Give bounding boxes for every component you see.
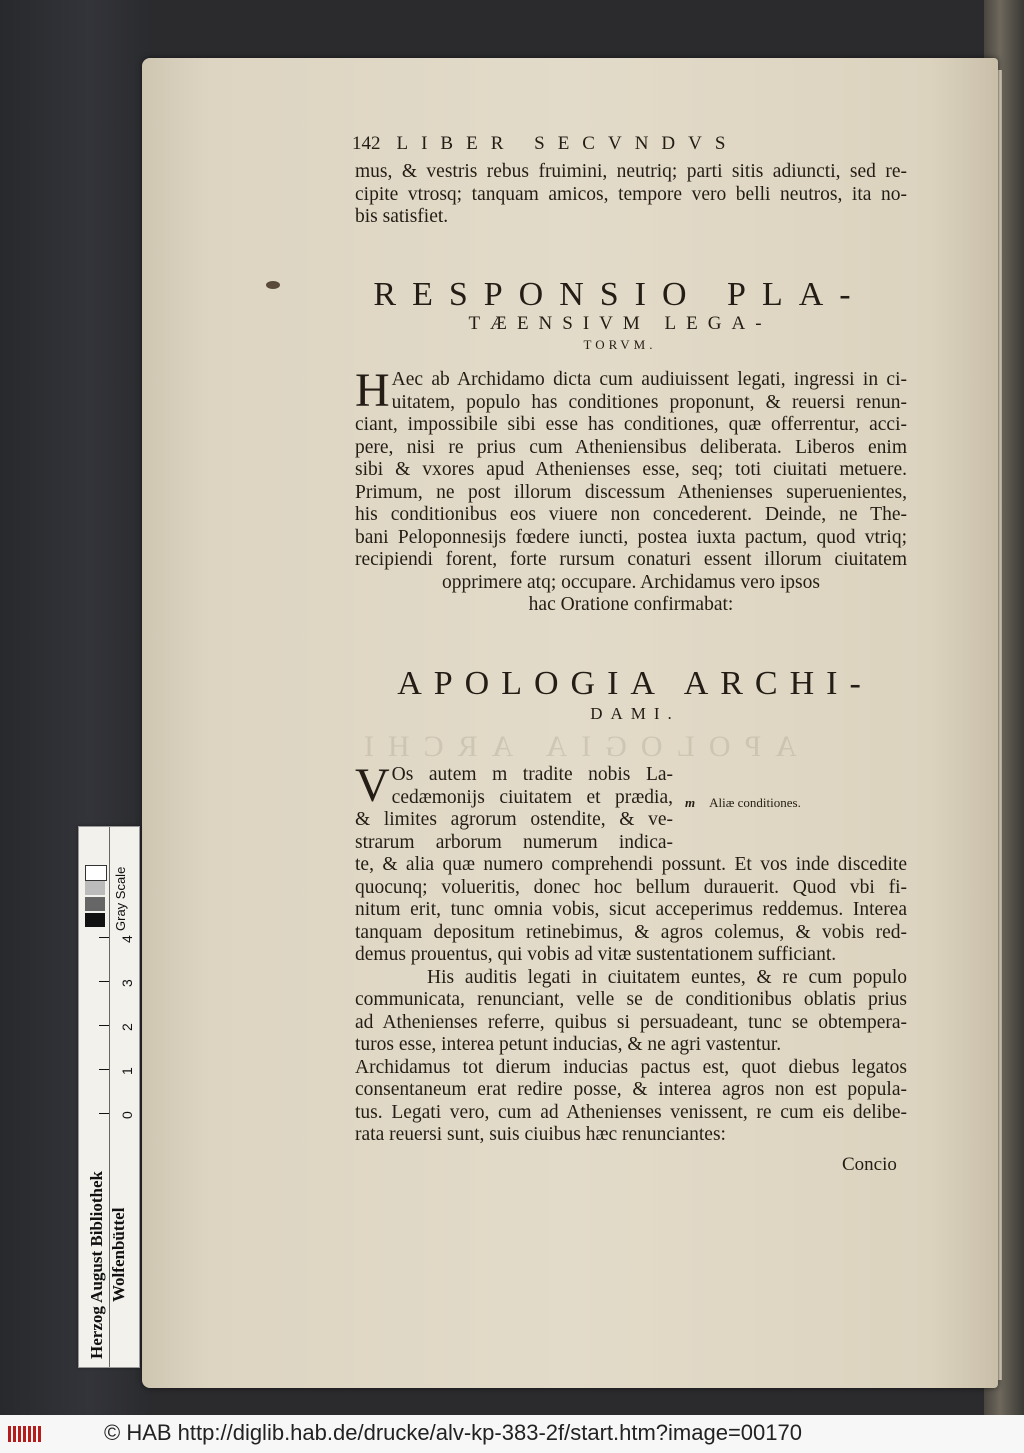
text-line: cipite vtrosq; tanquam amicos, tempore vero belli neutros, ita no- [355,183,907,205]
text-line: consentaneum erat redire posse, & interea agros non est popula- [355,1079,907,1100]
scale-tick [99,1025,109,1026]
text-line: bis satisfiet. [355,206,449,227]
text-line: Archidamus tot dierum inducias pactus est, quot diebus legatos [355,1056,907,1078]
text-line: Primum, ne post illorum discessum Athenienses superuenientes, [355,481,907,503]
text-line: ad Athenienses referre, quibus si persuadeant, tunc se obtempera- [355,1011,907,1033]
gray-scale-card [78,826,140,1368]
scale-number: 0 [119,1111,135,1119]
section-heading: RESPONSIO PLA- [373,276,867,313]
text-line: tanquam depositum retinebimus, & agros colemus, & vobis red- [355,921,907,943]
show-through-text: APOLOGIA ARCHI [350,730,797,763]
marginal-note [685,795,801,811]
scale-number: 2 [119,1023,135,1031]
text-line: recipiendi forent, forte rursum conaturi essent illorum ciuitatem [355,549,907,570]
text-line: turos esse, interea petunt inducias, & ne agri vastentur. [355,1034,782,1055]
section-heading: APOLOGIA ARCHI- [397,665,873,702]
gray-swatch [85,881,105,895]
text-line: uitatem, populo has conditiones proponunt, & reuersi renun- [391,391,907,413]
catchword: Concio [842,1154,897,1175]
gray-swatch [85,865,107,881]
section2-paragraph [355,854,907,1147]
section-heading-line2: TÆENSIVM LEGA- [468,313,772,334]
text-line: te, & alia quæ numero comprehendi possunt. Et vos inde discedite [355,854,907,875]
drop-cap: V [355,759,390,812]
scale-tick [99,1113,109,1114]
text-line: ciant, impossibile sibi esse has conditiones, quæ offerrentur, acci- [355,414,907,435]
text-line: his conditionibus eos viuere non concederent. Deinde, ne The- [355,504,907,525]
text-line: communicata, renunciant, velle se de conditionibus oblatis prius [355,989,907,1010]
gray-scale-label: Gray Scale [113,866,128,931]
text-line: strarum arborum numerum indica- [355,831,673,853]
ink-smudge [266,281,280,289]
section2-opening [355,759,673,854]
text-line: pere, nisi re prius cum Atheniensibus deliberata. Liberos enim [355,436,907,458]
drop-cap: H [355,364,390,417]
scale-number: 3 [119,979,135,987]
text-line: sibi & vxores apud Athenienses esse, seq; toti ciuitati metuere. [355,459,907,480]
institution-city: Wolfenbüttel [109,1207,128,1302]
intro-paragraph [355,161,907,229]
marginal-note-text: Aliæ conditiones. [709,795,801,810]
copyright-url[interactable]: © HAB http://diglib.hab.de/drucke/alv-kp-383-2f/start.htm?image=00170 [104,1420,802,1445]
page-number: 142 [352,133,381,154]
footer-bar [0,1415,1024,1453]
text-line: hac Oratione confirmabat: [528,594,734,615]
section1-paragraph [355,364,907,617]
gray-swatch [85,913,105,927]
scale-number: 1 [119,1067,135,1075]
scale-number: 4 [119,935,135,943]
text-line: opprimere atq; occupare. Archidamus vero ipsos [442,571,820,593]
marginal-note-letter: m [685,795,696,810]
text-line: nitum erit, tunc omnia vobis, sicut acceperimus reddemus. Interea [355,899,907,920]
text-line: cedæmonijs ciuitatem et prædia, [391,786,673,808]
hab-logo-icon [8,1423,44,1445]
running-header [352,133,842,155]
text-line: His auditis legati in ciuitatem euntes, & re cum populo [427,966,907,988]
institution-name: Herzog August Bibliothek [87,1171,106,1359]
text-line: demus prouentus, qui vobis ad vitæ sustentationem sufficiant. [355,944,837,965]
scale-tick [99,937,109,938]
running-title: LIBER SECVNDVS [396,133,739,154]
text-line: rata reuersi sunt, suis ciuibus hæc renunciantes: [355,1124,726,1145]
gray-swatch [85,897,105,911]
section-heading-line2: DAMI. [590,704,680,723]
scale-tick [99,981,109,982]
text-line: Aec ab Archidamo dicta cum audiuissent legati, ingressi in ci- [391,369,907,390]
text-line: Os autem m tradite nobis La- [391,764,673,785]
text-line: tus. Legati vero, cum ad Athenienses venissent, re cum eis delibe- [355,1101,907,1123]
text-line: quocunq; volueritis, donec hoc bellum durauerit. Quod vbi fi- [355,876,907,898]
text-line: mus, & vestris rebus fruimini, neutriq; parti sitis adiuncti, sed re- [355,161,907,182]
text-line: bani Peloponnesijs fœdere iuncti, postea iuxta pactum, quod vtriq; [355,526,907,548]
section-heading-line3: TORVM. [583,337,657,352]
scale-tick [99,1069,109,1070]
text-line: & limites agrorum ostendite, & ve- [355,809,673,830]
